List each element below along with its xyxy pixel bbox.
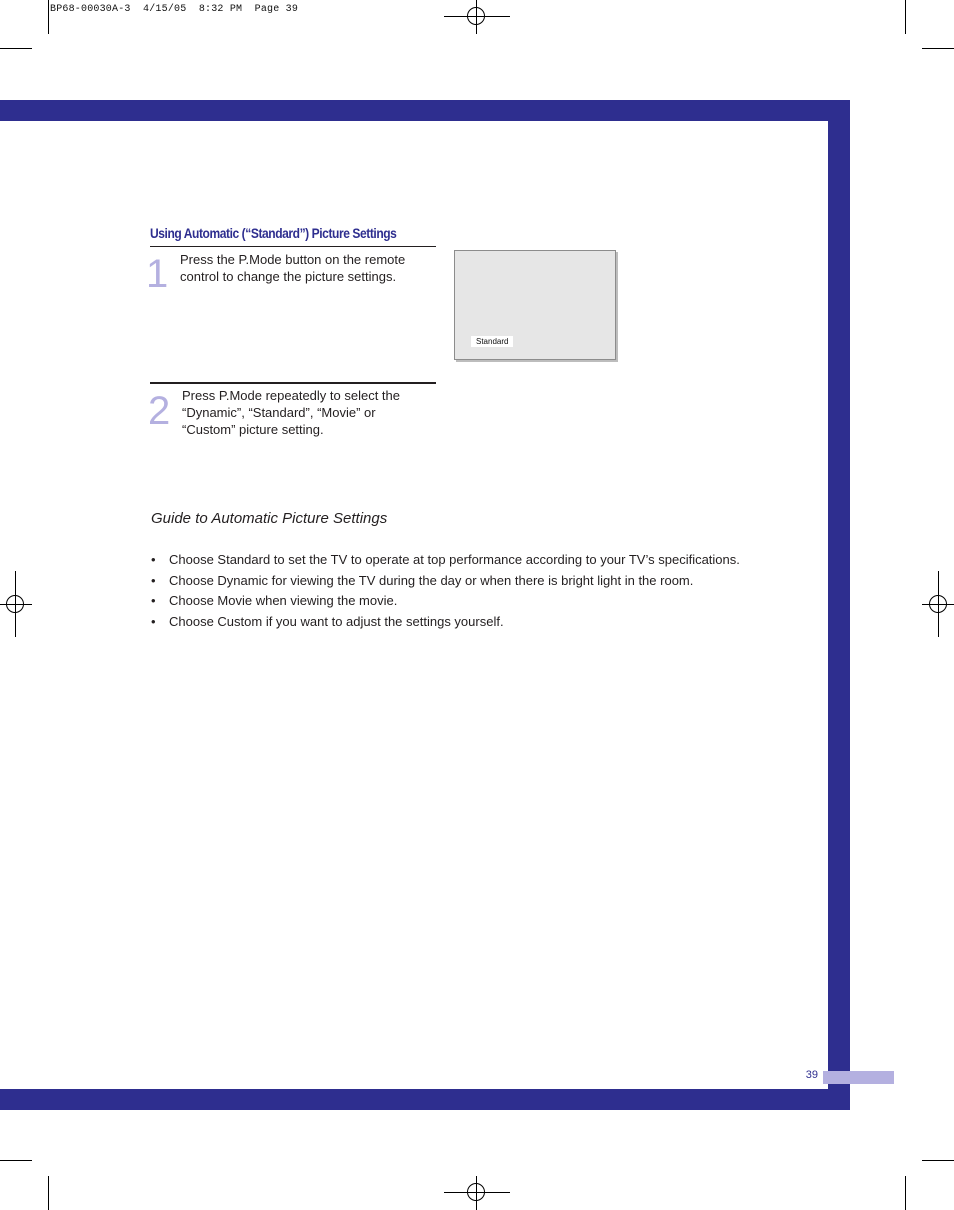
step-1-number: 1 [146, 252, 169, 296]
bullet-glyph: • [151, 593, 156, 608]
step-2-text: Press P.Mode repeatedly to select the “Dynamic”, “Standard”, “Movie” or “Custom” picture setting. [182, 388, 400, 437]
guide-bullet-list [151, 552, 791, 634]
list-item: • Choose Movie when viewing the movie. [151, 593, 398, 608]
print-slug: BP68-00030A-3 4/15/05 8:32 PM Page 39 [50, 4, 299, 15]
list-item: • Choose Standard to set the TV to operate at top performance according to your TV’s specifications. [151, 552, 740, 567]
bottom-band [0, 1089, 850, 1110]
guide-title: Guide to Automatic Picture Settings [151, 510, 388, 527]
heading-rule [150, 246, 436, 247]
step-1-text: Press the P.Mode button on the remote control to change the picture settings. [180, 252, 406, 284]
list-item: • Choose Dynamic for viewing the TV during the day or when there is bright light in the room. [151, 572, 694, 588]
tv-screen-illustration [454, 250, 616, 360]
top-band [0, 100, 850, 121]
page-number: 39 [805, 1069, 818, 1081]
step-2-rule [150, 382, 436, 384]
section-heading: Using Automatic (“Standard”) Picture Settings [150, 225, 397, 241]
list-item: • Choose Custom if you want to adjust the settings yourself. [151, 613, 504, 629]
osd-mode-label: Standard [471, 336, 513, 347]
bullet-glyph: • [151, 613, 156, 629]
right-band [828, 100, 850, 1110]
bullet-glyph: • [151, 552, 156, 567]
bullet-glyph: • [151, 572, 156, 588]
step-2-number: 2 [148, 389, 171, 433]
page-number-tab [823, 1071, 894, 1084]
